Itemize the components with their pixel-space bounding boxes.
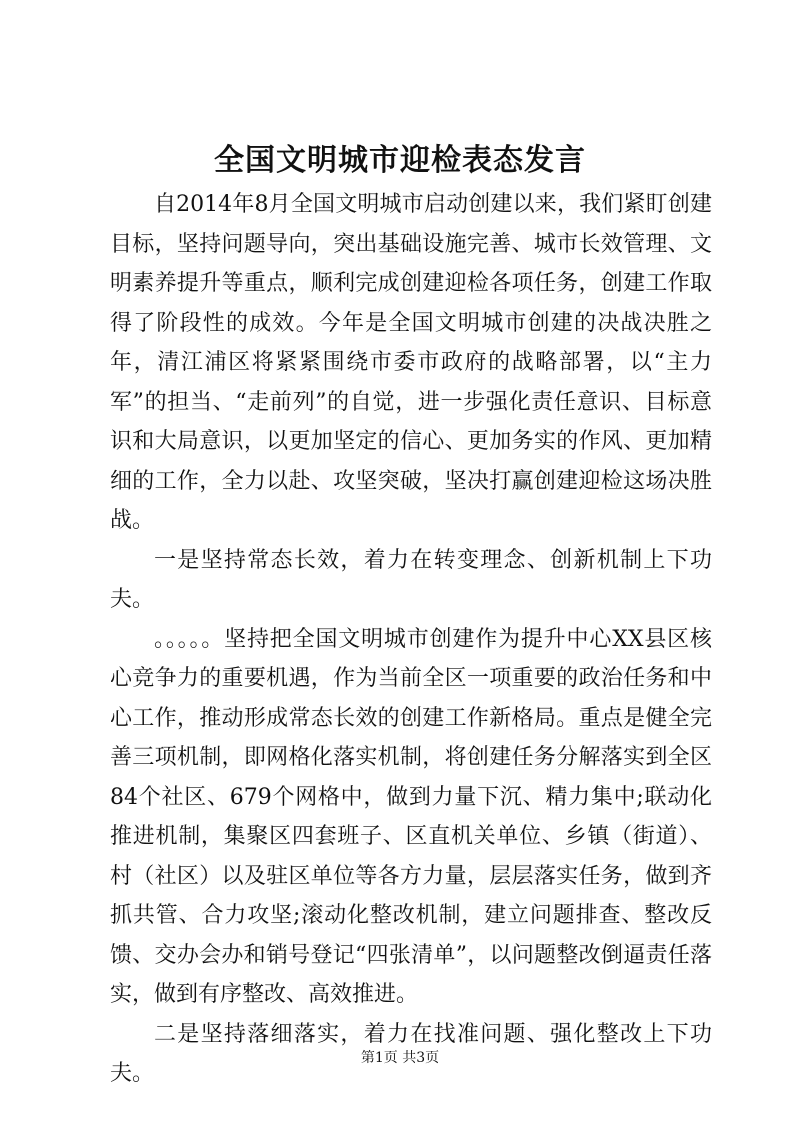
- paragraph-point-one-heading: 一是坚持常态长效，着力在转变理念、创新机制上下功夫。: [110, 547, 712, 612]
- paragraph-point-two-heading: 二是坚持落细落实，着力在找准问题、强化整改上下功夫。: [110, 1021, 712, 1086]
- document-body: [110, 185, 712, 1094]
- paragraph-intro: 自2014年8月全国文明城市启动创建以来，我们紧盯创建目标，坚持问题导向，突出基础设施完善、城市长效管理、文明素养提升等重点，顺利完成创建迎检各项任务，创建工作取得了阶段性的成效。今年是全国文明城市创建的决战决胜之年，清江浦区将紧紧围绕市委市政府的战略部署，以“主力军”的担当、“走前列”的自觉，进一步强化责任意识、目标意识和大局意识，以更加坚定的信心、更加务实的作风、更加精细的工作，全力以赴、攻坚突破，坚决打赢创建迎检这场决胜战。: [110, 192, 712, 533]
- document-title: 全国文明城市迎检表态发言: [214, 143, 586, 178]
- page-number-footer: 第1页 共3页: [360, 1050, 440, 1066]
- paragraph-point-one-body: 。。。。。坚持把全国文明城市创建作为提升中心XX县区核心竞争力的重要机遇，作为当前全区一项重要的政治任务和中心工作，推动形成常态长效的创建工作新格局。重点是健全完善三项机制，即网格化落实机制，将创建任务分解落实到全区84个社区、679个网格中，做到力量下沉、精力集中;联动化推进机制，集聚区四套班子、区直机关单位、乡镇（街道）、村（社区）以及驻区单位等各方力量，层层落实任务，做到齐抓共管、合力攻坚;滚动化整改机制，建立问题排查、整改反馈、交办会办和销号登记“四张清单”，以问题整改倒逼责任落实，做到有序整改、高效推进。: [110, 626, 712, 1007]
